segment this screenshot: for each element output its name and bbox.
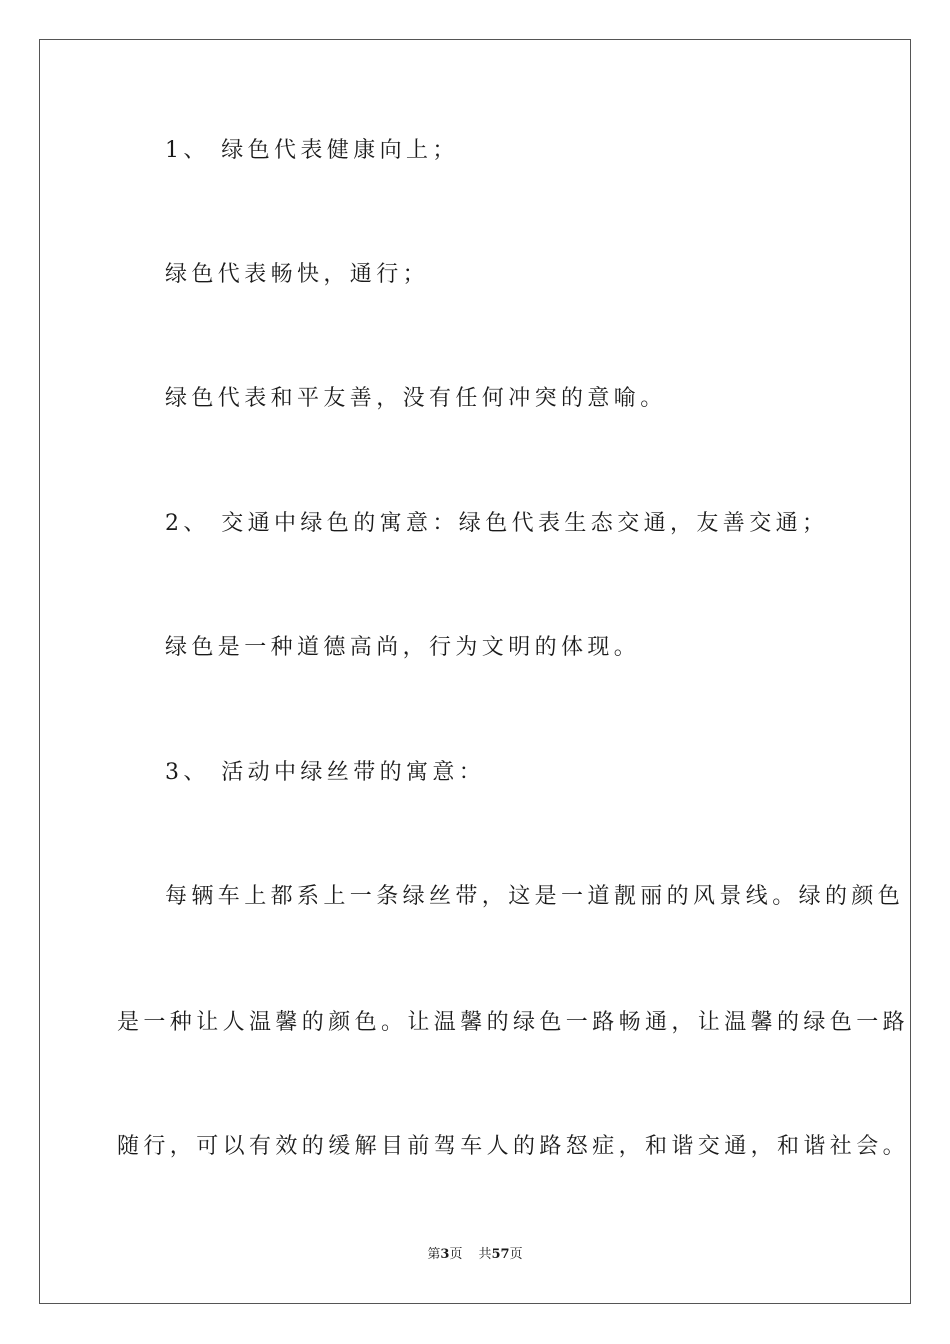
page-number: 3: [440, 1247, 450, 1262]
list-item-3: 3、 活动中绿丝带的寓意：: [165, 760, 486, 785]
paragraph-line: 绿色是一种道德高尚，行为文明的体现。: [165, 635, 641, 660]
page-prefix: 第: [427, 1247, 441, 1262]
page-footer: [0, 1246, 950, 1264]
paragraph-line: 绿色代表和平友善，没有任何冲突的意喻。: [165, 386, 667, 411]
total-suffix: 页: [509, 1247, 523, 1262]
list-item-1: 1、 绿色代表健康向上；: [165, 138, 459, 163]
total-prefix: 共: [478, 1247, 492, 1262]
page-frame: [39, 39, 911, 1304]
paragraph-line: 随行，可以有效的缓解目前驾车人的路怒症，和谐交通，和谐社会。: [117, 1134, 910, 1159]
total-pages: 57: [491, 1247, 510, 1262]
paragraph-line: 是一种让人温馨的颜色。让温馨的绿色一路畅通，让温馨的绿色一路: [117, 1010, 910, 1035]
list-item-2: 2、 交通中绿色的寓意：绿色代表生态交通，友善交通；: [165, 511, 829, 536]
page-suffix: 页: [449, 1247, 463, 1262]
paragraph-line: 每辆车上都系上一条绿丝带，这是一道靓丽的风景线。绿的颜色: [165, 884, 905, 909]
paragraph-line: 绿色代表畅快，通行；: [165, 262, 430, 287]
